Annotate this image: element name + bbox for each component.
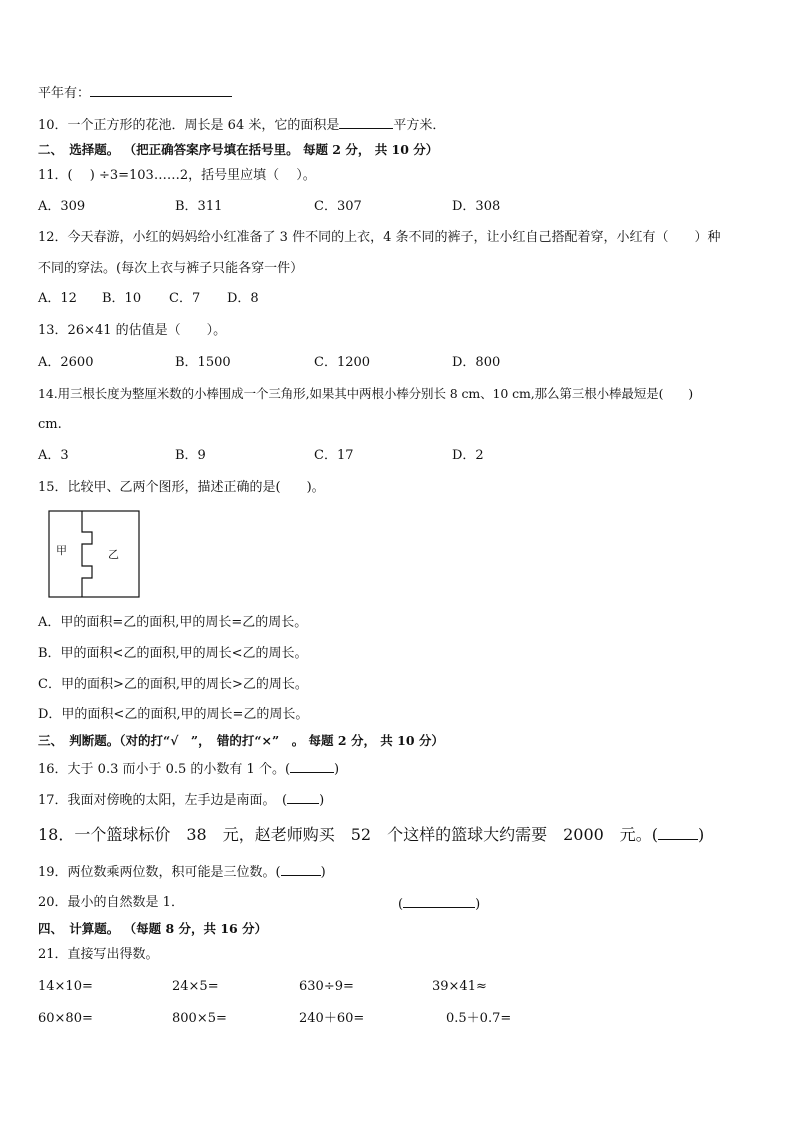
question-18: 18．一个篮球标价 38 元，赵老师购买 52 个这样的篮球大约需要 2000 元。( ) <box>38 825 705 844</box>
option-d[interactable]: D．8 <box>227 291 259 306</box>
calc-item: 39×41≈ <box>432 979 487 994</box>
label-jia: 甲 <box>56 544 67 557</box>
question-14-line1: 14.用三根长度为整厘米数的小棒围成一个三角形,如果其中两根小棒分别长 8 cm、10 cm,那么第三根小棒最短是( ) <box>38 386 693 401</box>
calc-item: 24×5= <box>172 979 219 994</box>
option-c[interactable]: C．1200 <box>314 355 371 370</box>
figure-divider <box>82 511 92 597</box>
question-10: 10．一个正方形的花池．周长是 64 米，它的面积是 平方米． <box>38 118 446 133</box>
calc-item: 630÷9= <box>299 979 354 994</box>
question-20: 20．最小的自然数是 1． <box>38 895 184 910</box>
answer-blank[interactable] <box>90 84 232 97</box>
option-b[interactable]: B．1500 <box>175 355 231 370</box>
option-a[interactable]: A．309 <box>38 199 86 214</box>
question-11: 11．( ) ÷3=103……2，括号里应填（ ）。 <box>38 168 316 183</box>
question-17: 17．我面对傍晚的太阳，左手边是南面。 ( ) <box>38 793 325 808</box>
question-12-line1: 12．今天春游，小红的妈妈给小红准备了 3 件不同的上衣，4 条不同的裤子，让小红自己搭配着穿，小红有（ ）种 <box>38 230 721 245</box>
answer-blank[interactable] <box>290 760 334 773</box>
label-yi: 乙 <box>108 548 119 561</box>
answer-blank[interactable] <box>658 827 698 840</box>
option-b[interactable]: B．10 <box>102 291 142 306</box>
calc-item: 240＋60= <box>299 1011 365 1026</box>
question-14-line2: cm. <box>38 417 62 432</box>
question-15: 15．比较甲、乙两个图形，描述正确的是( )。 <box>38 480 325 495</box>
calc-item: 800×5= <box>172 1011 227 1026</box>
section-3-heading: 三、 判断题。（对的打“√ ”， 错的打“×” 。 每题 2 分， 共 10 分） <box>38 733 444 748</box>
option-b[interactable]: B．9 <box>175 448 206 463</box>
calc-item: 0.5＋0.7= <box>446 1011 512 1026</box>
answer-blank[interactable] <box>287 791 319 804</box>
question-12-line2: 不同的穿法。(每次上衣与裤子只能各穿一件） <box>38 261 304 276</box>
calc-item: 14×10= <box>38 979 93 994</box>
option-d[interactable]: D．308 <box>452 199 501 214</box>
option-c[interactable]: C．17 <box>314 448 354 463</box>
option-a[interactable]: A．12 <box>38 291 77 306</box>
option-c[interactable]: C．307 <box>314 199 362 214</box>
question-20-paren: ( ) <box>398 897 481 912</box>
option-d[interactable]: D．甲的面积<乙的面积,甲的周长=乙的周长。 <box>38 707 309 722</box>
question-21: 21．直接写出得数。 <box>38 947 159 962</box>
question-13: 13．26×41 的估值是（ ）。 <box>38 323 227 338</box>
question-16: 16．大于 0.3 而小于 0.5 的小数有 1 个。( ) <box>38 762 340 777</box>
calc-item: 60×80= <box>38 1011 93 1026</box>
option-a[interactable]: A．3 <box>38 448 69 463</box>
option-d[interactable]: D．2 <box>452 448 484 463</box>
option-b[interactable]: B．311 <box>175 199 223 214</box>
shape-figure <box>48 510 140 598</box>
question-19: 19．两位数乘两位数，积可能是三位数。( ) <box>38 865 326 880</box>
section-2-heading: 二、 选择题。 （把正确答案序号填在括号里。 每题 2 分， 共 10 分） <box>38 142 439 157</box>
section-4-heading: 四、 计算题。 （每题 8 分，共 16 分） <box>38 921 268 936</box>
option-a[interactable]: A．甲的面积=乙的面积,甲的周长=乙的周长。 <box>38 615 308 630</box>
option-a[interactable]: A．2600 <box>38 355 94 370</box>
option-d[interactable]: D．800 <box>452 355 501 370</box>
q-pingnian: 平年有： <box>38 84 232 102</box>
answer-blank[interactable] <box>403 895 475 908</box>
answer-blank[interactable] <box>339 116 393 129</box>
answer-blank[interactable] <box>281 863 321 876</box>
option-c[interactable]: C．7 <box>169 291 201 306</box>
option-c[interactable]: C．甲的面积>乙的面积,甲的周长>乙的周长。 <box>38 677 308 692</box>
option-b[interactable]: B．甲的面积<乙的面积,甲的周长<乙的周长。 <box>38 646 308 661</box>
